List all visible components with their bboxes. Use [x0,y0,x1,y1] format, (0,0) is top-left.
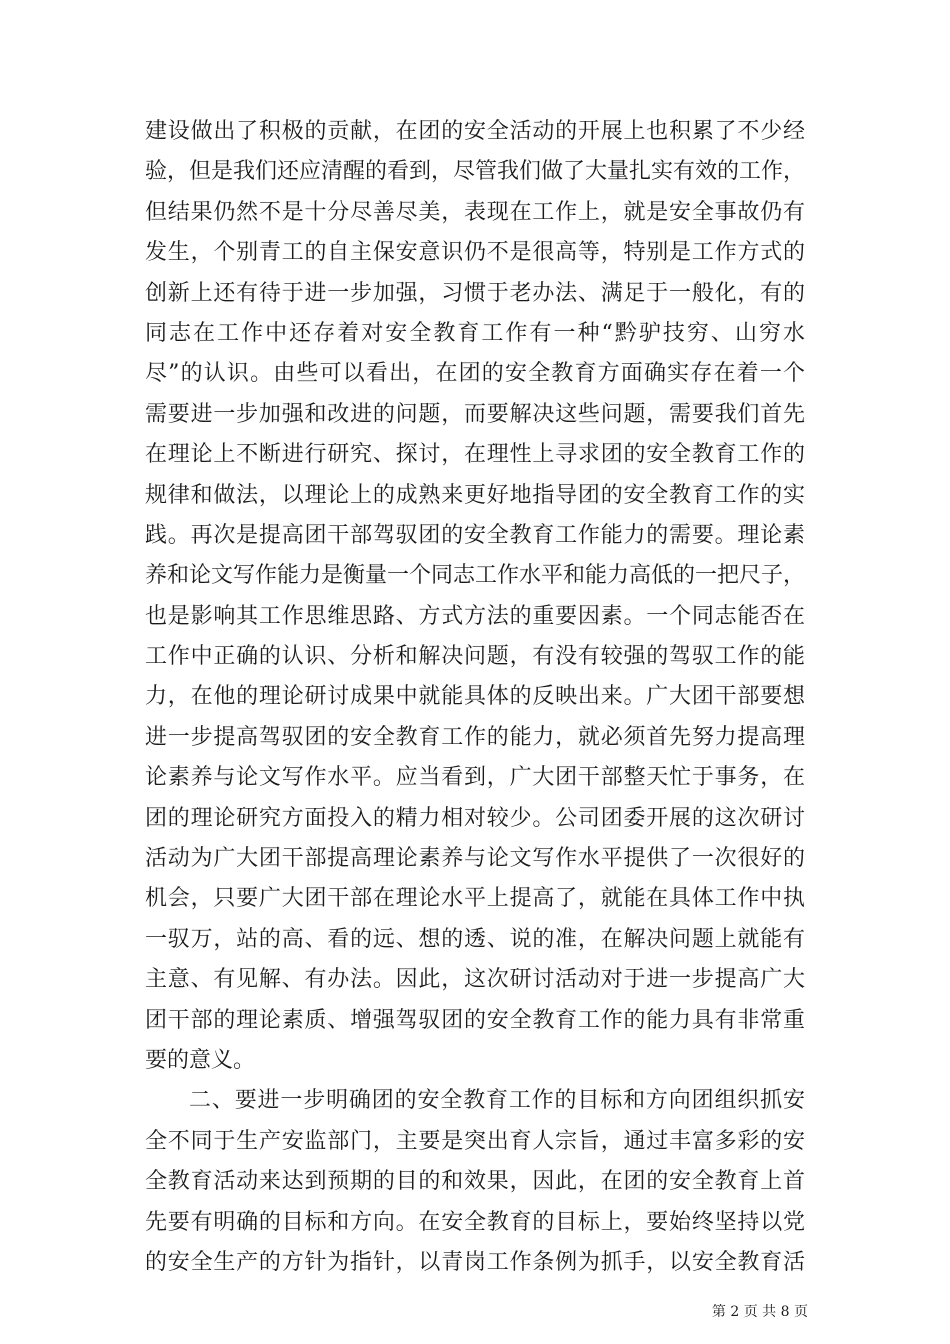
text-line: 创新上还有待于进一步加强，习惯于老办法、满足于一般化，有的 [145,280,805,306]
text-line: 践。再次是提高团干部驾驭团的安全教育工作能力的需要。理论素 [145,522,805,548]
text-line: 工作中正确的认识、分析和解决问题，有没有较强的驾驭工作的能 [145,644,805,670]
text-line: 一驭万，站的高、看的远、想的透、说的准，在解决问题上就能有 [145,926,805,952]
text-line: 养和论文写作能力是衡量一个同志工作水平和能力高低的一把尺子， [145,563,806,589]
text-line: 团的理论研究方面投入的精力相对较少。公司团委开展的这次研讨 [145,805,805,831]
text-line: 同志在工作中还存着对安全教育工作有一种“黔驴技穷、山穷水 [145,320,805,346]
text-line: 二、要进一步明确团的安全教育工作的目标和方向团组织抓安 [189,1088,805,1114]
text-line: 机会，只要广大团干部在理论水平上提高了，就能在具体工作中执 [145,886,805,912]
document-body [145,112,805,1283]
text-line: 团干部的理论素质、增强驾驭团的安全教育工作的能力具有非常重 [145,1007,805,1033]
text-line: 主意、有见解、有办法。因此，这次研讨活动对于进一步提高广大 [145,967,805,993]
text-line: 先要有明确的目标和方向。在安全教育的目标上，要始终坚持以党 [145,1209,805,1235]
text-line: 全教育活动来达到预期的目的和效果，因此，在团的安全教育上首 [145,1169,805,1195]
text-line: 要的意义。 [145,1047,256,1073]
text-line: 需要进一步加强和改进的问题，而要解决这些问题，需要我们首先 [145,401,805,427]
text-line: 在理论上不断进行研究、探讨，在理性上寻求团的安全教育工作的 [145,442,805,468]
text-line: 也是影响其工作思维思路、方式方法的重要因素。一个同志能否在 [145,603,805,629]
text-line: 的安全生产的方针为指针，以青岗工作条例为抓手，以安全教育活 [145,1249,805,1275]
text-line: 力，在他的理论研讨成果中就能具体的反映出来。广大团干部要想 [145,684,805,710]
text-line: 全不同于生产安监部门，主要是突出育人宗旨，通过丰富多彩的安 [145,1128,805,1154]
text-line: 进一步提高驾驭团的安全教育工作的能力，就必须首先努力提高理 [145,724,805,750]
text-line: 但结果仍然不是十分尽善尽美，表现在工作上，就是安全事故仍有 [145,199,805,225]
text-line: 尽”的认识。由些可以看出，在团的安全教育方面确实存在着一个 [145,361,805,387]
text-line: 发生，个别青工的自主保安意识仍不是很高等，特别是工作方式的 [145,240,805,266]
text-line: 规律和做法，以理论上的成熟来更好地指导团的安全教育工作的实 [145,482,805,508]
text-line: 建设做出了积极的贡献，在团的安全活动的开展上也积累了不少经 [145,119,805,144]
page-number: 第 2 页 共 8 页 [711,1304,808,1320]
text-line: 活动为广大团干部提高理论素养与论文写作水平提供了一次很好的 [145,846,805,872]
text-line: 验，但是我们还应清醒的看到，尽管我们做了大量扎实有效的工作， [145,159,806,185]
text-line: 论素养与论文写作水平。应当看到，广大团干部整天忙于事务，在 [145,765,805,791]
